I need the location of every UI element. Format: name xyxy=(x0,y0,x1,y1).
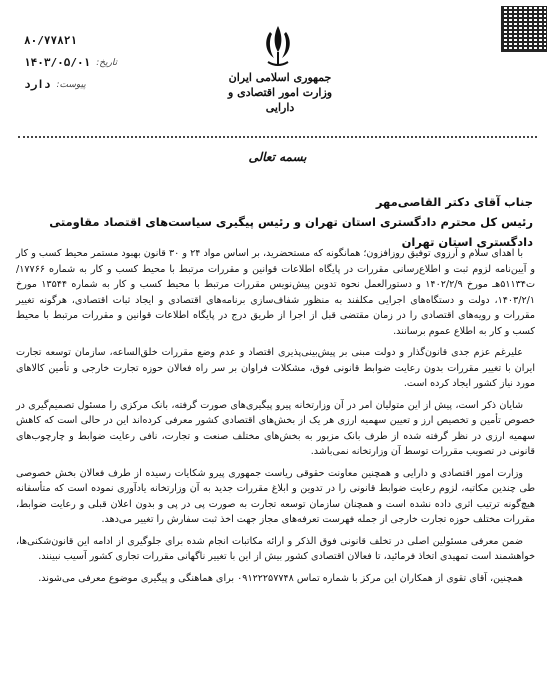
basmala: بسمه تعالی xyxy=(248,150,307,164)
recipient-title: رئیس کل محترم دادگستری استان تهران و رئیس پیگیری سیاست‌های اقتصاد مقاومتی دادگستری استان تهران xyxy=(49,215,533,249)
date-label: تاریخ: xyxy=(96,58,118,68)
letter-date: ۱۴۰۳/۰۵/۰۱ xyxy=(24,56,91,69)
iran-emblem-icon xyxy=(256,22,300,68)
recipient-name: جناب آقای دکتر القاصی‌مهر xyxy=(375,195,533,209)
letter-date-row xyxy=(24,52,144,74)
qr-code xyxy=(501,6,547,52)
paragraph-4: وزارت امور اقتصادی و دارایی و همچنین معاونت حقوقی ریاست جمهوری پیرو شکایات رسیده از طرف فعالان بخش خصوصی طی چندین مکاتبه، لزوم رعایت ضوابط قانونی را در تدوین و ابلاغ مقررات جدید به آن وزارتخانه یادآوری نموده است که متأسفانه هیچ‌گونه ترتیب اثری داده نشده است و همچنان سازمان توسعه تجارت به صورت پی در پی و بدون اعلان قبلی و رعایت ضوابط، مقررات مختلف حوزه تجارت خارجی از جمله فهرست تعرفه‌های مجاز جهت اخذ ثبت سفارش را تغییر می‌دهد. xyxy=(16,467,535,525)
ministry-line-republic: جمهوری اسلامی ایران xyxy=(228,71,332,84)
letter-number-row xyxy=(24,30,144,52)
attachment-row xyxy=(24,74,144,96)
paragraph-3: شایان ذکر است، پیش از این متولیان امر در آن وزارتخانه پیرو پیگیری‌های صورت گرفته، بانک مرکزی را مسئول تصمیم‌گیری در خصوص تأمین و تخصیص ارز و تعیین سهمیه ارزی هر یک از بخش‌های اقتصادی کشور معرفی کرده‌اند این در حالی است که کاهش سهمیه ارزی در نظر گرفته شده از طرف بانک مزبور به بخش‌های مختلف صنعت و تجارت، نافی رعایت ضوابط و چارچوب‌های قانونی در تصویب مقررات توسط آن وزارتخانه نمی‌باشد. xyxy=(16,399,535,457)
paragraph-6: همچنین، آقای تقوی از همکاران این مرکز با شماره تماس ۰۹۱۲۲۲۵۷۷۴۸ برای هماهنگی و پیگیری موضوع معرفی می‌شوند. xyxy=(38,572,523,584)
letter-body xyxy=(16,246,535,592)
letter-number: ۸۰/۷۷۸۲۱ xyxy=(24,34,77,47)
header-divider xyxy=(18,136,537,138)
paragraph-5: ضمن معرفی مسئولین اصلی در تخلف قانونی فوق الذکر و ارائه مکاتبات انجام شده برای جلوگیری از ادامه این قانون‌شکنی‌ها، خواهشمند است تمهیدی اتخاذ فرمائید، تا فعالان اقتصادی کشور بیش از این با تغییر ناگهانی مقررات تجاری کشور آسیب نبینند. xyxy=(16,535,535,562)
letter-meta xyxy=(24,30,144,96)
ministry-title xyxy=(225,70,335,115)
attachment-label: پیوست: xyxy=(56,80,86,90)
recipient-block xyxy=(20,192,533,252)
ministry-line-ministry: وزارت امور اقتصادی و دارایی xyxy=(227,86,333,114)
attachment-value: دارد xyxy=(24,78,51,91)
paragraph-1: با اهدای سلام و آرزوی توفیق روزافزون؛ همانگونه که مستحضرید، بر اساس مواد ۲۴ و ۳۰ قانون بهبود مستمر محیط کسب و کار و آیین‌نامه لزوم ثبت و اطلاع‌رسانی مقررات در پایگاه اطلاعات قوانین و مقررات مرتبط با محیط کسب و کار به شماره ۱۷۷۶۶/ت۵۱۱۳۴هـ مورخ ۱۴۰۲/۲/۹ و دستورالعمل نحوه تدوین پیش‌نویس مقررات مرتبط با محیط کسب و کار به شماره ۱۳۵۴۴ مورخ ۱۴۰۳/۲/۱، دولت و دستگاه‌های اجرایی مکلفند به منظور شفاف‌سازی برنامه‌های اقتصادی و ایجاد ثبات اقتصادی، هرگونه تغییر مقررات و رویه‌های اقتصادی را در زمان مقتضی قبل از اجرا از طریق درج در پایگاه اطلاعات قوانین و مقررات مرتبط با محیط کسب و کار به اطلاع عموم برسانند. xyxy=(16,248,535,337)
paragraph-2: علیرغم عزم جدی قانون‌گذار و دولت مبنی بر پیش‌بینی‌پذیری اقتصاد و عدم وضع مقررات خلق‌الساعه، سازمان توسعه تجارت ایران با تغییر مقررات بدون رعایت ضوابط قانونی فوق، مشکلات فراوان بر سر راه فعالان حوزه تجارت خارجی و تأمین کالاهای مورد نیاز کشور ایجاد کرده است. xyxy=(16,347,535,389)
